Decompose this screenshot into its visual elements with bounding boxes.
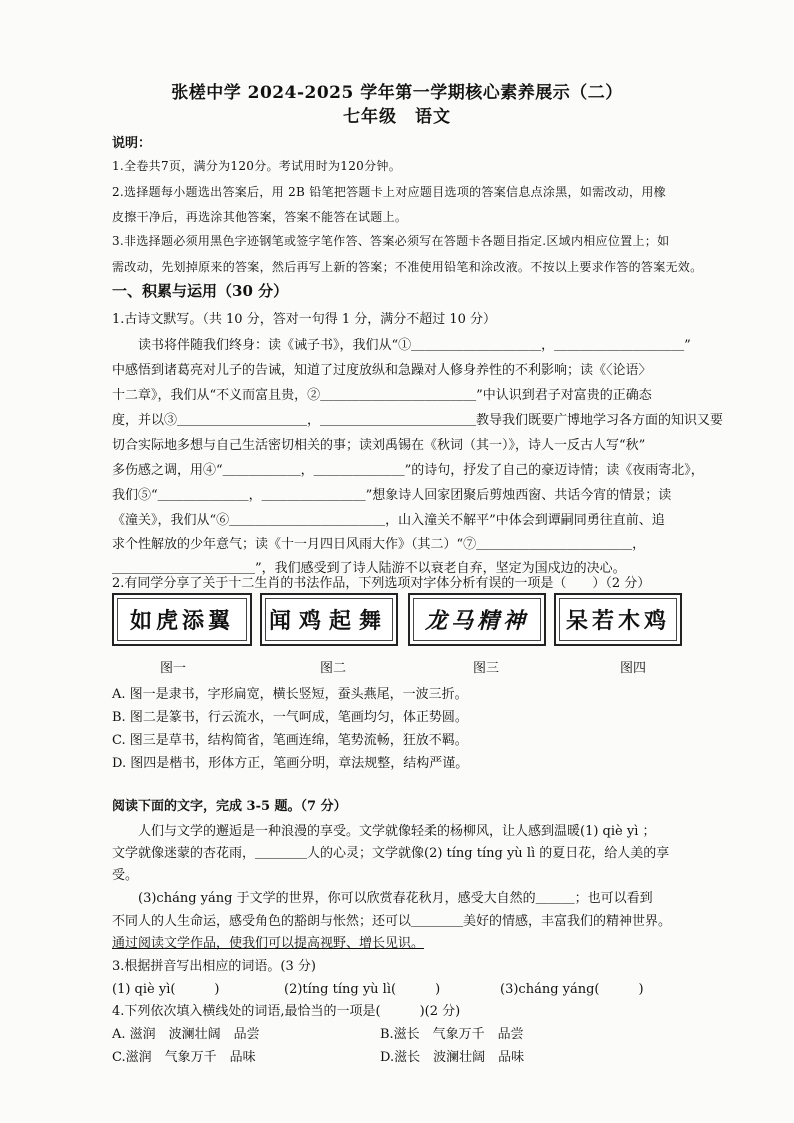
note-line: 1.全卷共7页，满分为120分。考试用时为120分钟。 bbox=[112, 159, 401, 173]
q1-text-line: 切合实际地多想与自己生活密切相关的事；读刘禹锡在《秋词（其一）》，诗人一反古人写“秋” bbox=[112, 438, 646, 453]
calligraphy-figures bbox=[112, 593, 682, 648]
question-stem: 2.有同学分享了关于十二生肖的书法作品，下列选项对字体分析有误的一项是（ ）（2 分） bbox=[112, 576, 651, 591]
reading-line: 不同人的人生命运，感受角色的豁朗与怅然；还可以＿＿＿＿美好的情感，丰富我们的精神世界。 bbox=[112, 914, 672, 929]
question-stem: 1.古诗文默写。（共 10 分，答对一句得 1 分，满分不超过 10 分） bbox=[112, 312, 497, 327]
figure-label: 图一 bbox=[160, 661, 187, 676]
note-line: 需改动，先划掉原来的答案，然后再写上新的答案；不准使用铅笔和涂改液。不按以上要求作答的答案无效。 bbox=[112, 260, 703, 274]
q1-text-line: 十二章》，我们从“不义而富且贵，②＿＿＿＿＿＿＿＿＿＿＿＿”中认识到君子对富贵的正确态 bbox=[112, 388, 652, 403]
note-line: 3.非选择题必须用黑色字迹钢笔或签字笔作答、答案必须写在答题卡各题目指定.区域内相应位置上；如 bbox=[112, 234, 670, 248]
q1-text-line: 读书将伴随我们终身：读《诫子书》，我们从“①＿＿＿＿＿＿＿＿＿＿，＿＿＿＿＿＿＿＿＿＿” bbox=[112, 338, 691, 353]
q1-text-line: 度，并以③＿＿＿＿＿＿＿＿＿＿，＿＿＿＿＿＿＿＿＿＿＿＿教导我们既要广博地学习各方面的知识又要 bbox=[112, 413, 724, 428]
q4-option-c: C.滋润 气象万千 品味 bbox=[112, 1050, 256, 1065]
exam-title: 张槎中学 2024-2025 学年第一学期核心素养展示（二） bbox=[171, 83, 623, 103]
reading-line: 受。 bbox=[112, 868, 139, 883]
reading-line: (3)cháng yáng 于文学的世界，你可以欣赏春花秋月，感受大自然的＿＿＿；也可以看到 bbox=[112, 891, 653, 906]
q1-text-line: 求个性解放的少年意气；读《十一月四日风雨大作》（其二）“⑦＿＿＿＿＿＿＿＿＿＿＿＿， bbox=[112, 537, 646, 552]
q1-text-line: 我们⑤“＿＿＿＿＿＿＿，＿＿＿＿＿＿＿＿”想象诗人回家团聚后剪烛西窗、共话今宵的情景；读 bbox=[112, 488, 672, 503]
reading-line: 文学就像迷蒙的杏花雨，＿＿＿＿人的心灵；文学就像(2) tíng tíng yù lì 的夏日花，给人美的享 bbox=[112, 846, 670, 861]
figure-label: 图二 bbox=[320, 661, 347, 676]
q4-option-b: B.滋长 气象万千 品尝 bbox=[380, 1027, 524, 1042]
q2-option-c: C. 图三是草书，结构简省，笔画连绵，笔势流畅，狂放不羁。 bbox=[112, 733, 468, 748]
figure-label: 图三 bbox=[473, 661, 500, 676]
note-line: 皮擦干净后，再选涂其他答案，答案不能答在试题上。 bbox=[112, 210, 408, 224]
notes-label: 说明： bbox=[112, 136, 152, 151]
exam-subtitle: 七年级 语文 bbox=[343, 107, 451, 127]
note-line: 2.选择题每小题选出答案后，用 2B 铅笔把答题卡上对应题目选项的答案信息点涂黑，如需改动，用橡 bbox=[112, 185, 666, 199]
q3-answer-3: (3)cháng yáng( ) bbox=[500, 982, 644, 997]
q2-option-d: D. 图四是楷书，形体方正，笔画分明，章法规整，结构严谨。 bbox=[112, 756, 469, 771]
reading-underlined-sentence: 通过阅读文学作品，使我们可以提高视野、增长见识。 bbox=[112, 936, 425, 951]
q3-answer-2: (2)tíng tíng yù lì( ) bbox=[284, 982, 441, 997]
question-stem: 3.根据拼音写出相应的词语。(3 分) bbox=[112, 959, 316, 974]
q2-option-a: A. 图一是隶书，字形扁宽，横长竖短，蚕头燕尾，一波三折。 bbox=[112, 687, 468, 702]
q1-text-line: ＿＿＿＿＿＿＿＿＿＿＿”，我们感受到了诗人陆游不以衰老自弃，坚定为国戍边的决心。 bbox=[112, 561, 626, 576]
reading-heading: 阅读下面的文字，完成 3-5 题。（7 分） bbox=[112, 799, 347, 814]
q3-answer-1: (1) qiè yì( ) bbox=[112, 982, 220, 997]
q1-text-line: 中感悟到诸葛亮对儿子的告诫，知道了过度放纵和急躁对人修身养性的不利影响；读《〈论语〉 bbox=[112, 363, 652, 378]
q4-option-a: A. 滋润 波澜壮阔 品尝 bbox=[112, 1027, 260, 1042]
q4-option-d: D.滋长 波澜壮阔 品味 bbox=[380, 1050, 525, 1065]
q1-text-line: 多伤感之调，用④“＿＿＿＿＿＿，＿＿＿＿＿＿＿”的诗句，抒发了自己的豪迈诗情；读《夜雨寄北》， bbox=[112, 463, 704, 478]
figure-label: 图四 bbox=[620, 661, 647, 676]
calligraphy-panel-1: 如虎添翼 bbox=[112, 593, 252, 646]
reading-line: 人们与文学的邂逅是一种浪漫的享受。文学就像轻柔的杨柳风，让人感到温暖(1) qiè yì ； bbox=[112, 824, 656, 839]
q2-option-b: B. 图二是篆书，行云流水，一气呵成，笔画均匀，体正势圆。 bbox=[112, 710, 468, 725]
calligraphy-panel-4: 呆若木鸡 bbox=[554, 593, 682, 646]
section-heading: 一、积累与运用（30 分） bbox=[112, 282, 289, 300]
calligraphy-panel-3: 龙马精神 bbox=[408, 593, 546, 646]
q1-text-line: 《潼关》，我们从“⑥＿＿＿＿＿＿＿＿＿＿＿＿，山入潼关不解平”中体会到谭嗣同勇往直前、追 bbox=[112, 513, 665, 528]
question-stem: 4.下列依次填入横线处的词语,最恰当的一项是( )(2 分) bbox=[112, 1004, 461, 1019]
calligraphy-panel-2: 闻鸡起舞 bbox=[260, 593, 398, 646]
